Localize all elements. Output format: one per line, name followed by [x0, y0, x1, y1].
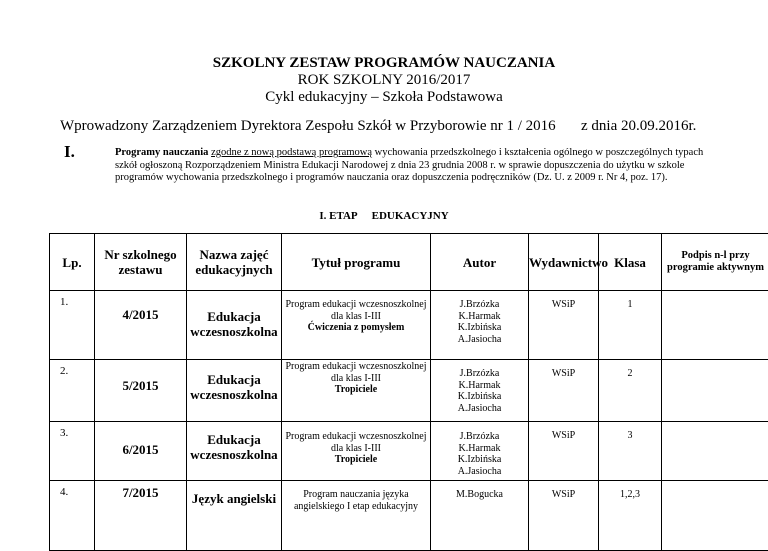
table-row: [50, 291, 768, 360]
cell-author: [431, 481, 529, 551]
cell-nr: 5/2015: [95, 360, 187, 422]
author-name: J.Brzózka: [460, 368, 500, 379]
title-bold: Tropiciele: [335, 454, 377, 465]
cell-subject: Edukacja wczesnoszkolna: [187, 291, 282, 360]
title-text: Program edukacji wczesnoszkolnej dla klas I-III: [285, 299, 426, 322]
cell-signature: [662, 422, 768, 481]
header-subject: Nazwa zajęć edukacyjnych: [187, 234, 282, 291]
author-name: J.Brzózka: [460, 431, 500, 442]
table-row: [50, 360, 768, 422]
cell-nr: 6/2015: [95, 422, 187, 481]
cell-title: [282, 360, 431, 422]
cell-title: [282, 422, 431, 481]
cell-class: 2: [599, 360, 662, 422]
paragraph-underlined: zgodne z nową podstawą programową: [211, 147, 372, 158]
stage-part-1: I. ETAP: [319, 210, 357, 222]
author-name: K.Harmak: [459, 311, 501, 322]
header-publisher: Wydawnictwo: [529, 234, 599, 291]
cell-publisher: WSiP: [529, 481, 599, 551]
title-text: Program edukacji wczesnoszkolnej dla klas I-III: [285, 431, 426, 454]
cell-title: [282, 481, 431, 551]
cell-signature: [662, 481, 768, 551]
decree-date: z dnia 20.09.2016r.: [581, 118, 696, 135]
header-nr: Nr szkolnego zestawu: [95, 234, 187, 291]
cell-nr: 4/2015: [95, 291, 187, 360]
cell-lp: 2.: [50, 360, 95, 422]
cell-subject: Język angielski: [187, 481, 282, 551]
stage-heading: [0, 210, 768, 222]
author-name: K.Izbińska: [458, 454, 502, 465]
author-name: K.Harmak: [459, 380, 501, 391]
stage-part-2: EDUKACYJNY: [372, 210, 449, 222]
cell-lp: 1.: [50, 291, 95, 360]
author-name: K.Izbińska: [458, 391, 502, 402]
cell-nr: 7/2015: [95, 481, 187, 551]
cell-class: 1,2,3: [599, 481, 662, 551]
title-bold: Tropiciele: [335, 384, 377, 395]
title-bold: Ćwiczenia z pomysłem: [308, 322, 405, 333]
cell-publisher: WSiP: [529, 291, 599, 360]
cell-lp: 3.: [50, 422, 95, 481]
author-name: A.Jasiocha: [458, 466, 502, 477]
title-text: Program nauczania języka angielskiego I etap edukacyjny: [294, 489, 418, 512]
cell-title: [282, 291, 431, 360]
cell-author: [431, 422, 529, 481]
table-row: [50, 422, 768, 481]
section-paragraph: [115, 147, 715, 185]
cell-class: 3: [599, 422, 662, 481]
cell-publisher: WSiP: [529, 422, 599, 481]
paragraph-rest: wychowania przedszkolnego i kształcenia ogólnego w poszczególnych typach szkół ogłoszoną Rozporządzeniem Ministra Edukacji Narodowej z dnia 23 grudnia 2008 r. w sprawie dopuszczenia do użytku w szkole programów wychowania przedszkolnego i programów nauczania oraz dopuszczenia podręczników (Dz. U. z 2009 r. Nr 4, poz. 17).: [115, 147, 703, 183]
cell-publisher: WSiP: [529, 360, 599, 422]
cell-signature: [662, 360, 768, 422]
author-name: J.Brzózka: [460, 299, 500, 310]
paragraph-lead: Programy nauczania: [115, 147, 208, 158]
header-class: Klasa: [599, 234, 662, 291]
author-name: A.Jasiocha: [458, 403, 502, 414]
header-author: Autor: [431, 234, 529, 291]
title-line-2: ROK SZKOLNY 2016/2017: [0, 72, 768, 89]
author-name: K.Harmak: [459, 443, 501, 454]
table-header-row: [50, 234, 768, 291]
header-title: Tytuł programu: [282, 234, 431, 291]
cell-signature: [662, 291, 768, 360]
document-title: [0, 55, 768, 106]
header-signature: Podpis n-l przy programie aktywnym: [662, 234, 768, 291]
cell-subject: Edukacja wczesnoszkolna: [187, 422, 282, 481]
author-name: K.Izbińska: [458, 322, 502, 333]
decree-text: Wprowadzony Zarządzeniem Dyrektora Zespołu Szkół w Przyborowie nr 1 / 2016: [60, 118, 556, 135]
title-line-3: Cykl edukacyjny – Szkoła Podstawowa: [0, 89, 768, 106]
section-number: I.: [64, 142, 75, 162]
cell-lp: 4.: [50, 481, 95, 551]
header-lp: Lp.: [50, 234, 95, 291]
cell-author: [431, 291, 529, 360]
author-name: M.Bogucka: [456, 489, 503, 500]
author-name: A.Jasiocha: [458, 334, 502, 345]
programs-table: [49, 233, 768, 551]
cell-class: 1: [599, 291, 662, 360]
title-line-1: SZKOLNY ZESTAW PROGRAMÓW NAUCZANIA: [0, 55, 768, 72]
cell-author: [431, 360, 529, 422]
cell-subject: Edukacja wczesnoszkolna: [187, 360, 282, 422]
table-row: [50, 481, 768, 551]
title-text: Program edukacji wczesnoszkolnej dla klas I-III: [285, 361, 426, 384]
